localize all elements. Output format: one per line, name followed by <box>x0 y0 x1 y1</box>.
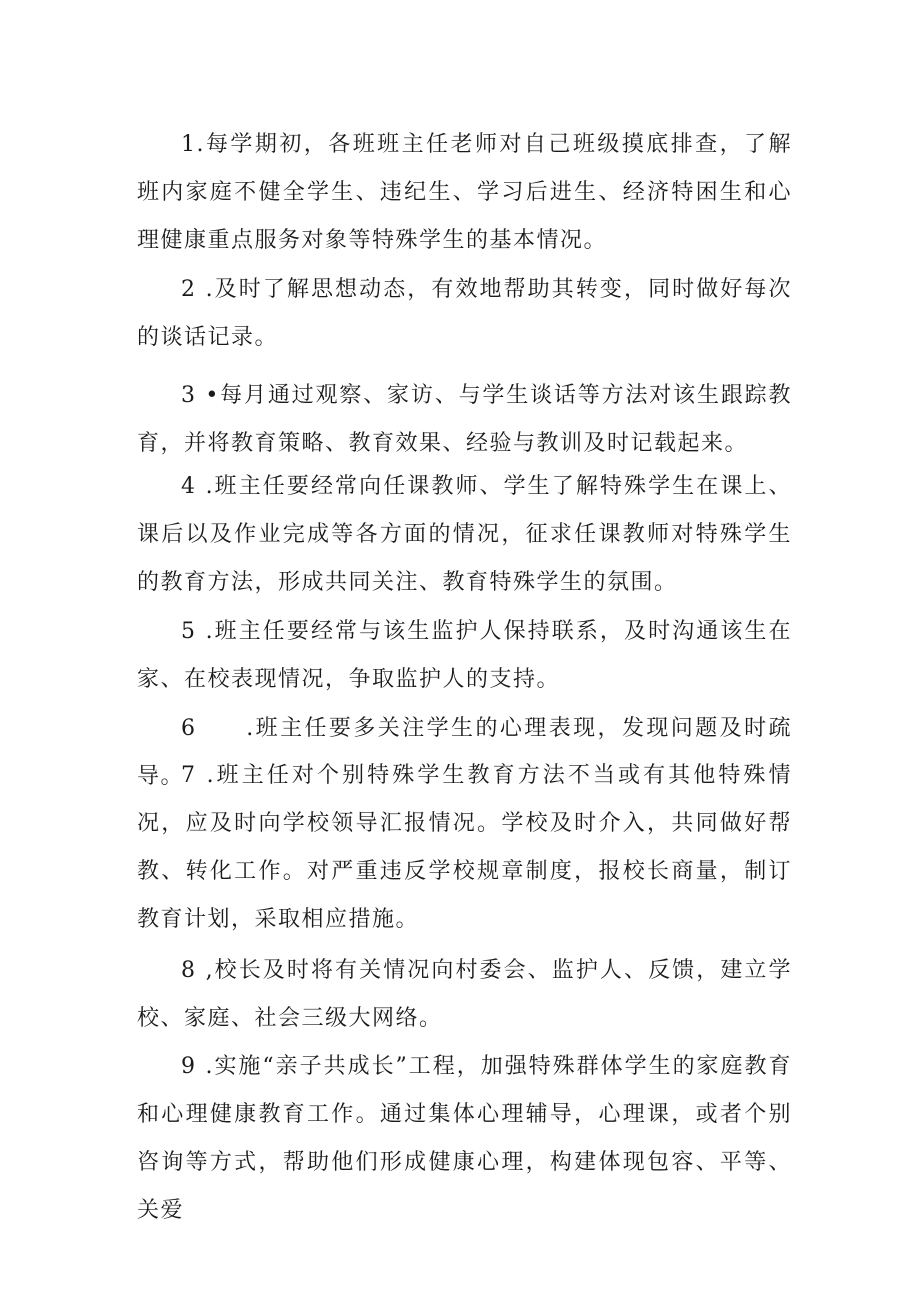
paragraph-item-4: 4 .班主任要经常向任课教师、学生了解特殊学生在课上、课后以及作业完成等各方面的情况，征求任课教师对特殊学生的教育方法，形成共同关注、教育特殊学生的氛围。 <box>137 474 792 595</box>
paragraph-item-2: 2 .及时了解思想动态，有效地帮助其转变，同时做好每次的谈话记录。 <box>137 277 792 350</box>
paragraph-item-3: 3 •每月通过观察、家访、与学生谈话等方法对该生跟踪教育，并将教育策略、教育效果、经验与教训及时记载起来。 <box>137 383 792 456</box>
paragraph-item-9: 9 .实施“亲子共成长”工程，加强特殊群体学生的家庭教育和心理健康教育工作。通过集体心理辅导，心理课，或者个别咨询等方式，帮助他们形成健康心理，构建体现包容、平等、关爱 <box>137 1054 792 1223</box>
paragraph-item-6: 6 .班主任要多关注学生的心理表现，发现问题及时疏导。 <box>137 716 792 789</box>
paragraph-item-5: 5 .班主任要经常与该生监护人保持联系，及时沟通该生在家、在校表现情况，争取监护人的支持。 <box>137 619 792 692</box>
paragraph-item-8: 8 ,校长及时将有关情况向村委会、监护人、反馈，建立学校、家庭、社会三级大网络。 <box>137 958 792 1031</box>
paragraph-item-1: 1.每学期初，各班班主任老师对自己班级摸底排查，了解班内家庭不健全学生、违纪生、学习后进生、经济特困生和心理健康重点服务对象等特殊学生的基本情况。 <box>137 132 792 253</box>
paragraph-item-7: 7 .班主任对个别特殊学生教育方法不当或有其他特殊情况，应及时向学校领导汇报情况。学校及时介入，共同做好帮教、转化工作。对严重违反学校规章制度，报校长商量，制订教育计划，采取相应措施。 <box>137 763 792 932</box>
